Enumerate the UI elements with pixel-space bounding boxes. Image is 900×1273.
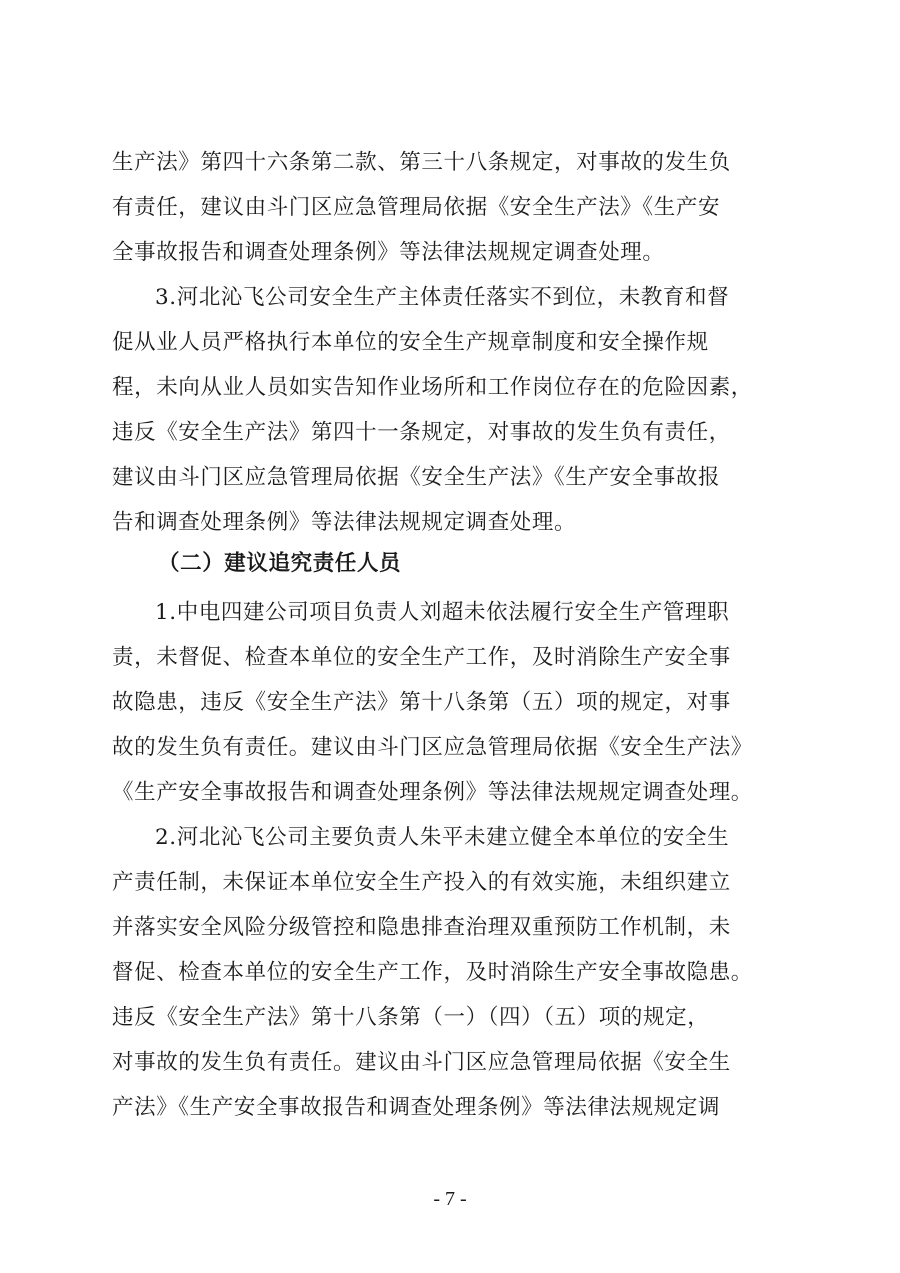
section-heading: （二）建议追究责任人员 xyxy=(158,551,402,576)
body-text-line: 促从业人员严格执行本单位的安全生产规章制度和安全操作规 xyxy=(112,330,709,355)
body-text-line: 程，未向从业人员如实告知作业场所和工作岗位存在的危险因素， xyxy=(112,375,753,400)
body-text-line: 违反《安全生产法》第四十一条规定，对事故的发生负有责任， xyxy=(112,420,731,445)
paragraph-first-line: 3.河北沁飞公司安全生产主体责任落实不到位，未教育和督 xyxy=(155,285,730,310)
body-text-line: 告和调查处理条例》等法律法规规定调查处理。 xyxy=(112,510,577,535)
body-text-line: 故隐患，违反《安全生产法》第十八条第（五）项的规定，对事 xyxy=(112,690,731,715)
body-text-line: 有责任，建议由斗门区应急管理局依据《安全生产法》《生产安 xyxy=(112,195,721,220)
paragraph-first-line: 2.河北沁飞公司主要负责人朱平未建立健全本单位的安全生 xyxy=(155,825,730,850)
page-number: - 7 - xyxy=(433,1188,467,1210)
paragraph-first-line: 1.中电四建公司项目负责人刘超未依法履行安全生产管理职 xyxy=(155,600,730,625)
body-text-line: 督促、检查本单位的安全生产工作，及时消除生产安全事故隐患。 xyxy=(112,960,753,985)
body-text-line: 建议由斗门区应急管理局依据《安全生产法》《生产安全事故报 xyxy=(112,465,721,490)
body-text-line: 违反《安全生产法》第十八条第（一）（四）（五）项的规定， xyxy=(112,1005,710,1030)
body-text-line: 生产法》第四十六条第二款、第三十八条规定，对事故的发生负 xyxy=(112,150,731,175)
body-text-line: 全事故报告和调查处理条例》等法律法规规定调查处理。 xyxy=(112,240,665,265)
body-text-line: 故的发生负有责任。建议由斗门区应急管理局依据《安全生产法》 xyxy=(112,735,753,760)
body-text-line: 并落实安全风险分级管控和隐患排查治理双重预防工作机制，未 xyxy=(112,915,731,940)
body-text-line: 产责任制，未保证本单位安全生产投入的有效实施，未组织建立 xyxy=(112,870,731,895)
body-text-line: 责，未督促、检查本单位的安全生产工作，及时消除生产安全事 xyxy=(112,645,731,670)
body-text-line: 对事故的发生负有责任。建议由斗门区应急管理局依据《安全生 xyxy=(112,1050,731,1075)
body-text-line: 产法》《生产安全事故报告和调查处理条例》等法律法规规定调 xyxy=(112,1095,721,1120)
body-text-line: 《生产安全事故报告和调查处理条例》等法律法规规定调查处理。 xyxy=(112,780,753,805)
